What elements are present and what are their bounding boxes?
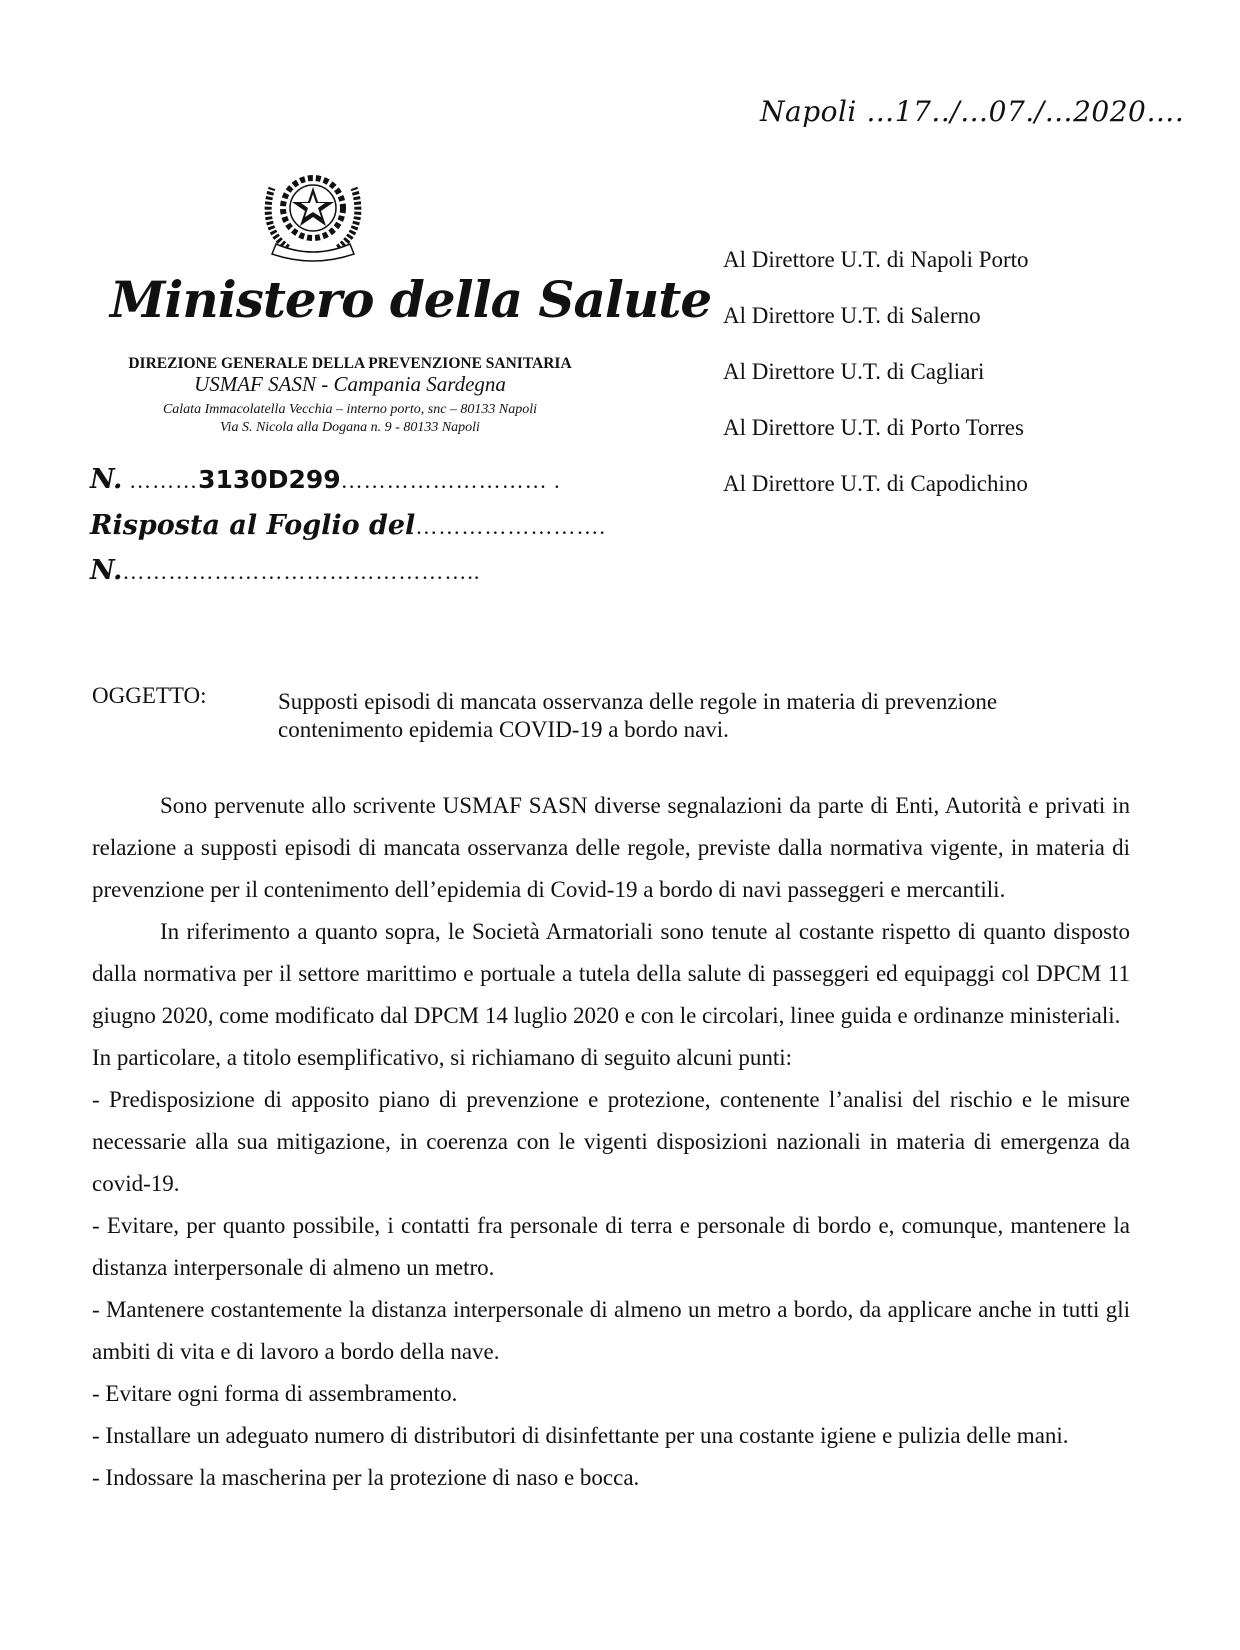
list-item: - Installare un adeguato numero di distributori di disinfettante per una costante igiene e pulizia delle mani. xyxy=(92,1423,1069,1448)
recipient-item: Al Direttore U.T. di Capodichino xyxy=(723,471,1028,496)
office-name: USMAF SASN - Campania Sardegna xyxy=(194,372,506,396)
protocol-number-value: 3130D299 xyxy=(198,465,341,494)
recipient-item: Al Direttore U.T. di Napoli Porto xyxy=(723,247,1029,272)
list-item: - Evitare ogni forma di assembramento. xyxy=(92,1381,458,1406)
italian-republic-emblem-icon xyxy=(258,160,368,264)
directorate-heading: DIREZIONE GENERALE DELLA PREVENZIONE SANITARIA xyxy=(128,355,572,372)
date-line: Napoli …17../…07./…2020…. xyxy=(760,95,1185,128)
list-item: - Mantenere costantemente la distanza interpersonale di almeno un metro a bordo, da applicare anche in tutti gli ambiti di vita e di lavoro a bordo della nave. xyxy=(92,1297,1130,1364)
reply-to-dots: ……………………. xyxy=(415,514,606,539)
body-paragraph: In riferimento a quanto sopra, le Società Armatoriali sono tenute al costante rispetto di quanto disposto dalla normativa per il settore marittimo e portuale a tutela della salute di passeggeri ed equipaggi col DPCM 11 giugno 2020, come modificato dal DPCM 14 luglio 2020 e con le circolari, linee guida e ordinanze ministeriali. xyxy=(92,919,1130,1028)
ministry-name: Ministero della Salute xyxy=(110,270,712,329)
protocol-number-row xyxy=(90,464,561,495)
list-item: - Indossare la mascherina per la protezione di naso e bocca. xyxy=(92,1465,640,1490)
recipient-item: Al Direttore U.T. di Porto Torres xyxy=(723,415,1024,440)
subject-text: Supposti episodi di mancata osservanza delle regole in materia di prevenzione contenimento epidemia COVID-19 a bordo navi. xyxy=(278,689,998,742)
protocol-number-dots: ……… xyxy=(129,468,199,493)
office-address-line-1: Calata Immacolatella Vecchia – interno porto, snc – 80133 Napoli xyxy=(162,402,538,417)
recipient-item: Al Direttore U.T. di Cagliari xyxy=(723,359,985,384)
body-paragraph: Sono pervenute allo scrivente USMAF SASN diverse segnalazioni da parte di Enti, Autorità e privati in relazione a supposti episodi di mancata osservanza delle regole, previste dalla normativa vigente, in materia di prevenzione per il contenimento dell’epidemia di Covid-19 a bordo di navi passeggeri e mercantili. xyxy=(92,793,1130,902)
letter-body xyxy=(92,785,1130,1499)
list-item: - Predisposizione di apposito piano di prevenzione e protezione, contenente l’analisi del rischio e le misure necessarie alla sua mitigazione, in coerenza con le vigenti disposizioni nazionali in materia di emergenza da covid-19. xyxy=(92,1087,1130,1196)
recipient-item: Al Direttore U.T. di Salerno xyxy=(723,303,981,328)
reply-to-label: Risposta al Foglio del xyxy=(90,510,416,541)
reply-to-row xyxy=(90,510,606,541)
points-intro: In particolare, a titolo esemplificativo, si richiamano di seguito alcuni punti: xyxy=(92,1045,793,1070)
reply-number-dots: ……………………………………….. xyxy=(122,559,481,584)
reply-number-label: N. xyxy=(90,555,123,586)
recipients-list xyxy=(723,245,1029,525)
protocol-number-trailing-dots: ……………………… . xyxy=(340,468,561,493)
reply-number-row xyxy=(90,555,480,586)
subject-label: OGGETTO: xyxy=(92,683,207,708)
list-item: - Evitare, per quanto possibile, i contatti fra personale di terra e personale di bordo e, comunque, mantenere la distanza interpersonale di almeno un metro. xyxy=(92,1213,1130,1280)
protocol-number-label: N. xyxy=(90,464,123,495)
office-address-line-2: Via S. Nicola alla Dogana n. 9 - 80133 Napoli xyxy=(220,420,480,435)
